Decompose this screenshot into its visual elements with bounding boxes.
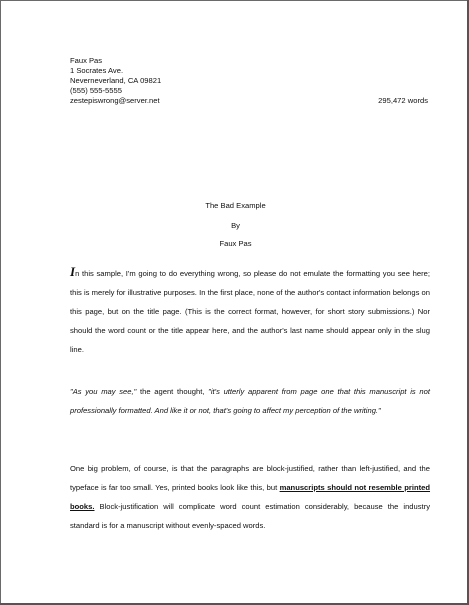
paragraph-1-text: n this sample, I'm going to do everything wrong, so please do not emulate the formatting you see here; this is merely for illustrative purposes. In the first place, none of the author's contact information belongs on this page, but on the title page. (This is the correct format, however, for short story submissions.) Nor should the word count or the title appear here, and the author's last name should appear only in the slug line. [70,269,430,354]
author-city: Neverneverland, CA 09821 [70,76,162,85]
author-contact-block [70,56,161,106]
paragraph-1 [70,264,430,359]
manuscript-title: The Bad Example [205,201,266,210]
paragraph-3 [70,459,430,535]
author-name: Faux Pas [70,56,103,65]
author-email: zestepiswrong@server.net [70,96,160,105]
paragraph-3-text-2: Block-justification will complicate word count estimation considerably, because the industry standard is for a manuscript without evenly-spaced words. [70,502,430,530]
byline-by: By [231,221,240,230]
quote-attribution: the agent thought, [136,387,209,396]
quote-part-2: "it's utterly apparent from page one that this manuscript is not professionally formatted. And like it or not, that's going to affect my perception of the writing." [70,387,430,415]
byline-author: Faux Pas [219,239,252,248]
emphasized-phrase: manuscripts should not resemble printed books. [70,483,431,511]
drop-cap: I [70,264,76,279]
word-count: 295,472 words [378,96,428,105]
paragraph-3-text-1: One big problem, of course, is that the paragraphs are block-justified, rather than left-justified, and the typeface is far too small. Yes, printed books look like this, but [70,464,430,492]
paragraph-2 [70,382,430,420]
author-phone: (555) 555-5555 [70,86,122,95]
quote-part-1: "As you may see," [70,387,137,396]
author-street: 1 Socrates Ave. [70,66,124,75]
